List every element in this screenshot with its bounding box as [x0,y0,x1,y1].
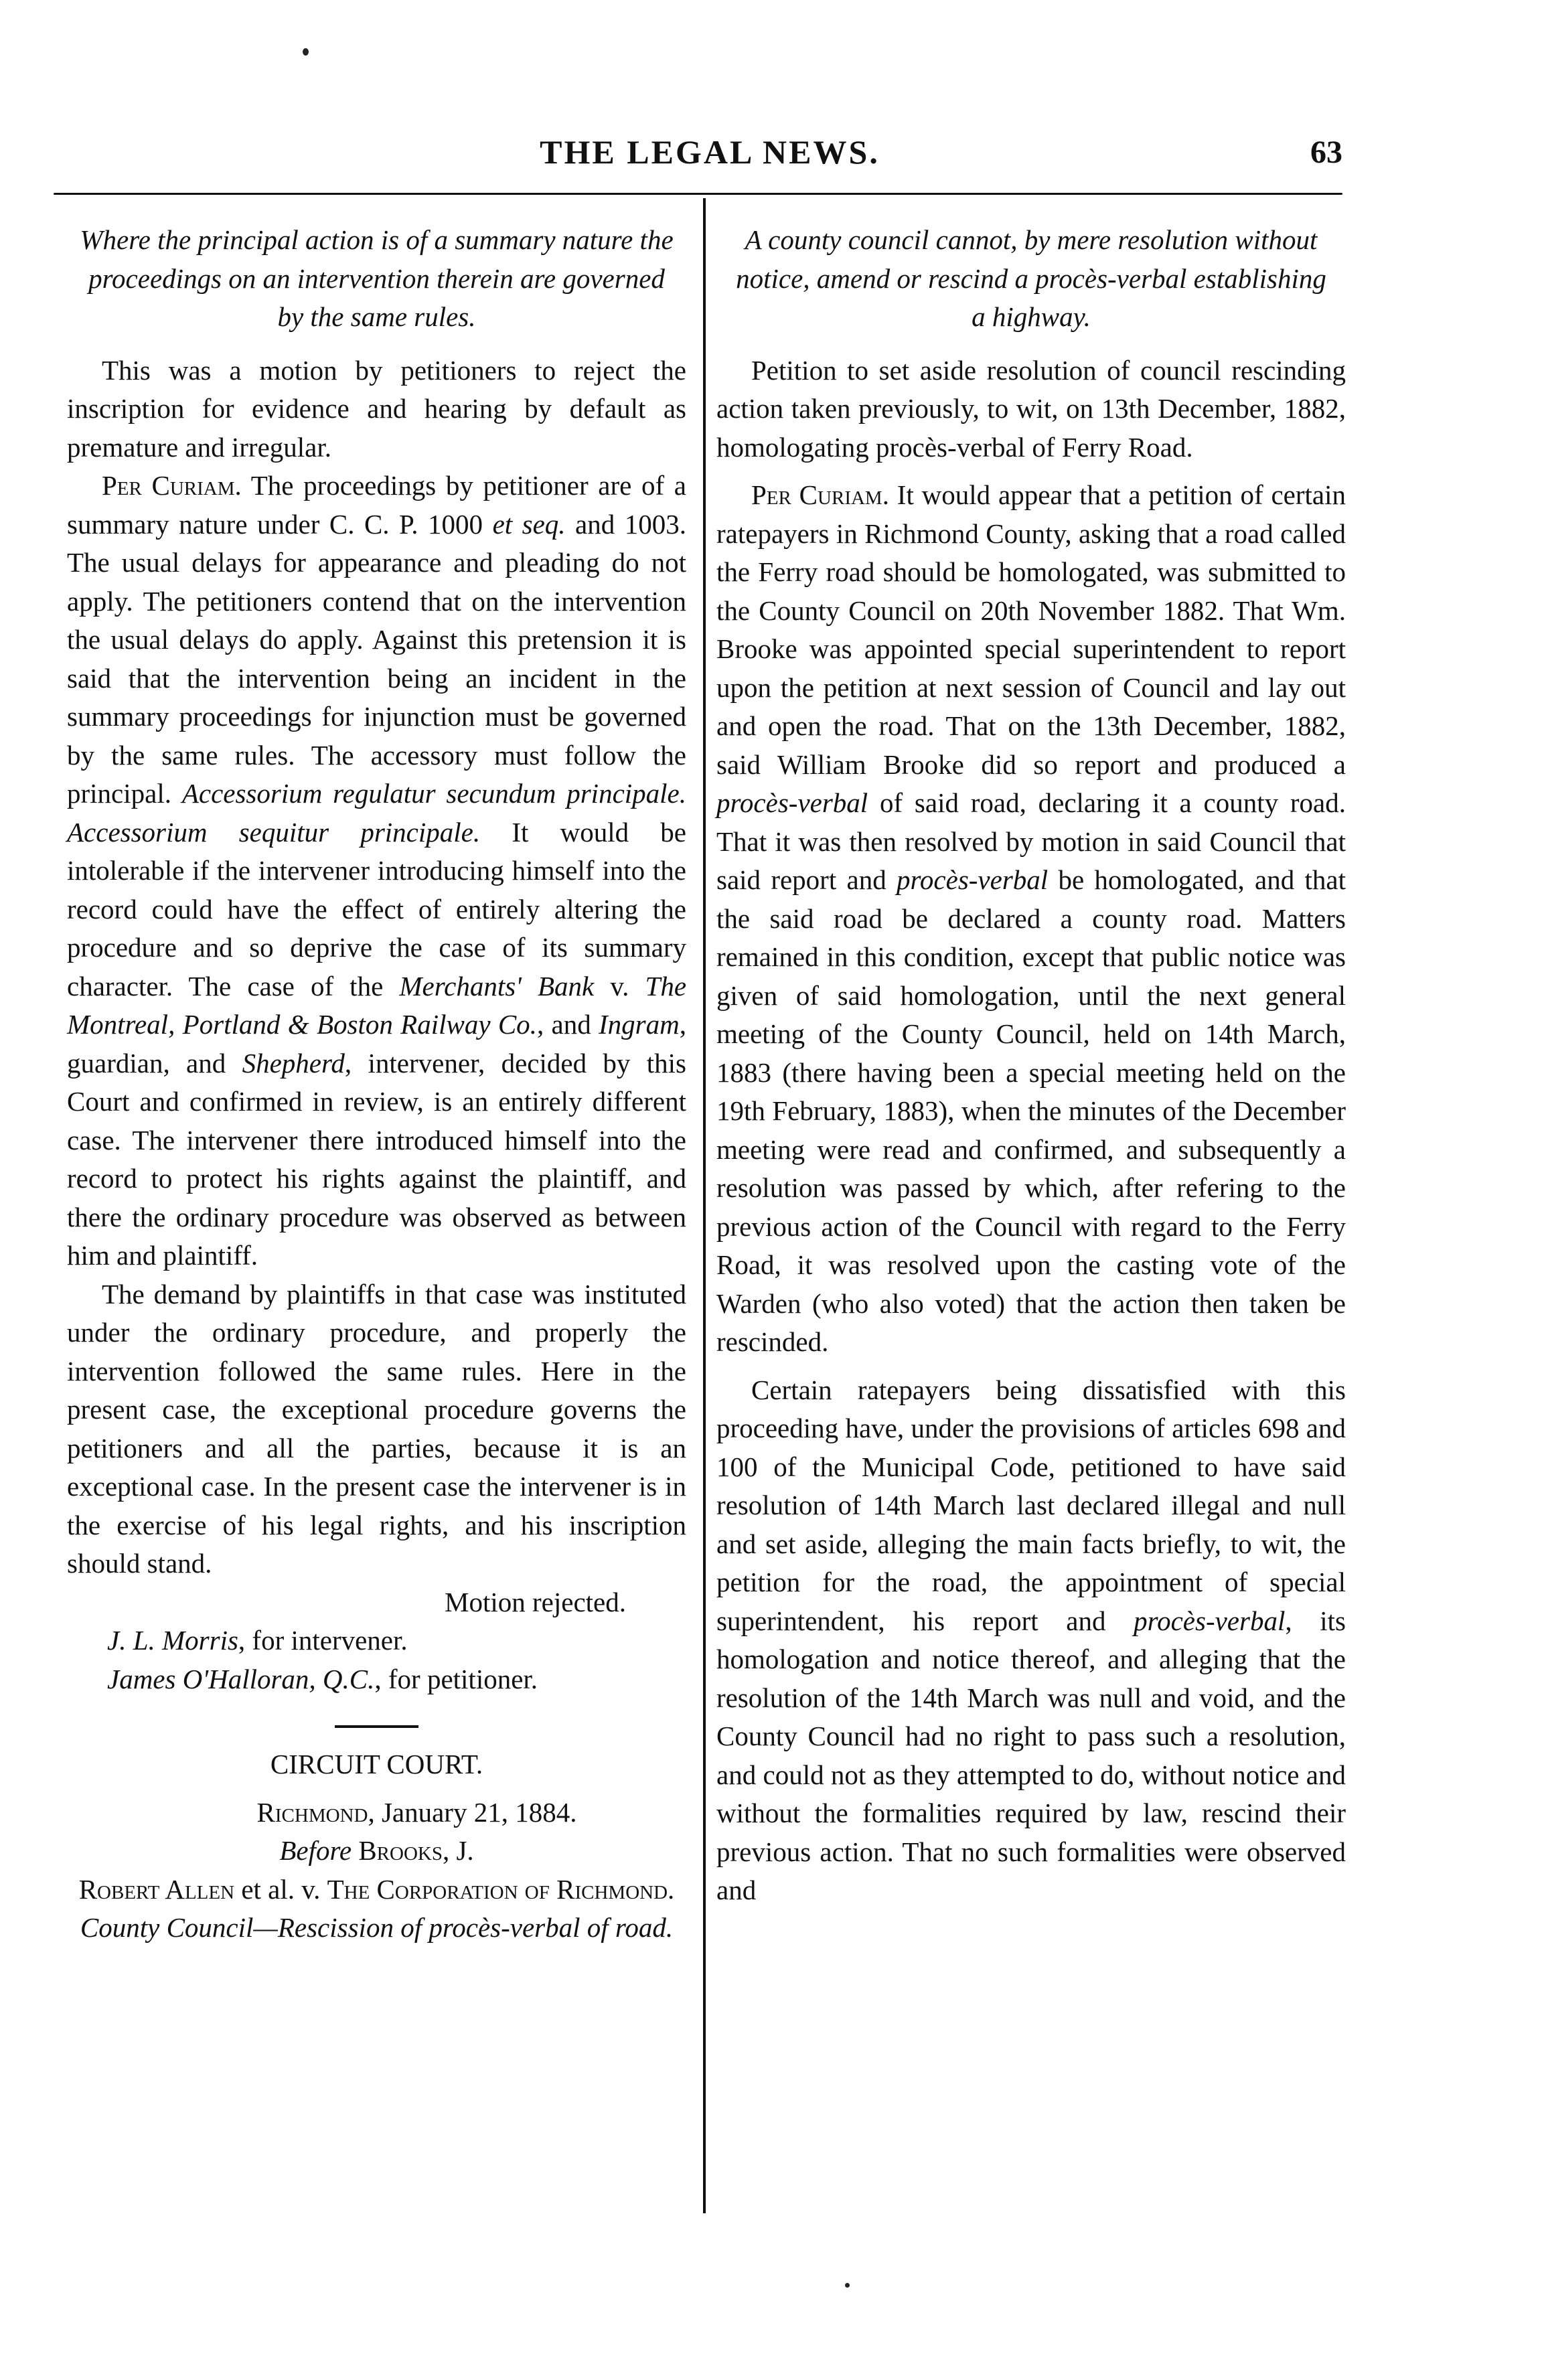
italic-run: procès-verbal [716,787,868,818]
headnote-intervention: Where the principal action is of a summary nature the proceedings on an intervention therein are governed by the same rules. [80,224,674,332]
section-rule [335,1725,418,1728]
headnote-county-council-resolution: A county council cannot, by mere resolution without notice, amend or rescind a procès-verbal establishing a highway. [736,224,1326,332]
court-place: Richmond [256,1796,368,1828]
ruling: Motion rejected. [445,1586,626,1617]
italic-run: et seq. [492,508,566,540]
court-judge [67,1832,686,1871]
court-title: CIRCUIT COURT. [270,1749,483,1779]
text-run: , its homologation and notice thereof, and alleging that the resolution of the 14th March was null and void, and the County Council had no right to pass such a resolution, and could not as they attempted to do, without notice and without the formalities required by law, rescind their previous action. That no such formalities were observed and [716,1605,1346,1905]
text-run: The proceedings by petitioner are of a summary nature under C. C. P. 1000 [67,470,686,540]
paragraph-ratepayers [716,1371,1346,1910]
text-run: , intervener, decided by this Court and confirmed in review, is an entirely different case. The intervener there introduced himself into the record to protect his rights against the plaintiff, and there the ordinary procedure was observed as between him and plaintiff. [67,1047,687,1271]
paragraph-per-curiam-right [716,476,1346,1362]
text-run: v. [594,970,645,1002]
paragraph-per-curiam-left [67,467,686,1275]
latin-maxim: Accessorium regulatur secundum principale. Accessorium sequitur principale. [67,778,686,848]
judge-name: Brooks, J. [352,1835,474,1866]
paragraph-petition: Petition to set aside resolution of council rescinding action taken previously, to wit, on 13th December, 1882, homologating procès-verbal of Ferry Road. [716,354,1346,463]
text-run: It would be intolerable if the intervener introducing himself into the record could have the effect of entirely altering the procedure and so deprive the case of its summary character. The case of the [67,816,686,1002]
case-party: Ingram [599,1009,680,1040]
case-party: Merchants' Bank [399,970,595,1002]
counsel-role: , for intervener. [238,1625,408,1656]
paragraph-demand: The demand by plaintiffs in that case was instituted under the ordinary procedure, and properly the intervention followed the same rules. Here in the present case, the exceptional procedure governs the petitioners and all the parties, because it is an exceptional case. In the present case the intervener is in the exercise of his legal rights, and his inscription should stand. [67,1278,686,1579]
header-rule [54,193,1342,195]
page-header-title: THE LEGAL NEWS. [540,133,880,171]
left-column [67,221,686,1948]
case-plaintiff: Robert Allen [78,1873,235,1905]
case-title [67,1871,686,1909]
counsel-name: James O'Halloran, Q.C. [107,1663,375,1694]
case-defendant: The Corporation of Richmond. [327,1873,675,1905]
paragraph-motion: This was a motion by petitioners to reject the inscription for evidence and hearing by default as premature and irregular. [67,354,686,463]
right-column [716,221,1346,1910]
counsel-name: J. L. Morris [107,1625,238,1656]
text-run: , guardian, and [67,1009,686,1079]
per-curiam-label: Per Curiam. [751,479,889,510]
case-party: The Montreal, Portland & Boston Railway Co. [67,970,687,1040]
counsel-role: , for petitioner. [374,1663,538,1694]
counsel-petitioner [67,1660,686,1699]
italic-run: procès-verbal [1134,1605,1286,1636]
headnote-county-council: County Council—Rescission of procès-verbal of road. [80,1912,674,1943]
text-run: Certain ratepayers being dissatisfied with this proceeding have, under the provisions of articles 698 and 100 of the Municipal Code, petitioned to have said resolution of 14th March last declared illegal and null and set aside, alleging the main facts briefly, to wit, the petition for the road, the appointment of special superintendent, his report and [716,1374,1346,1636]
text-run: of said road, declaring it a county road. That it was then resolved by motion in said Council that said report and [716,787,1346,895]
court-date: , January 21, 1884. [368,1796,577,1828]
text-run: and 1003. The usual delays for appearance and pleading do not apply. The petitioners contend that on the intervention the usual delays do apply. Against this pretension it is said that the intervention being an incident in the summary proceedings for injunction must be governed by the same rules. The accessory must follow the principal. [67,508,687,809]
case-party: Shepherd [242,1047,345,1079]
column-divider [703,198,706,2213]
counsel-intervener [67,1621,686,1660]
text-run: It would appear that a petition of certain ratepayers in Richmond County, asking that a road called the Ferry road should be homologated, was submitted to the County Council on 20th November 1882. That Wm. Brooke was appointed special superintendent to report upon the petition at next session of Council and lay out and open the road. That on the 13th December, 1882, said William Brooke did so report and produced a [716,479,1346,780]
page-number: 63 [1310,135,1342,170]
text-run: be homologated, and that the said road be declared a county road. Matters remained in this condition, except that public notice was given of said homologation, until the next general meeting of the County Council, held on 14th March, 1883 (there having been a special meeting held on the 19th February, 1883), when the minutes of the December meeting were read and confirmed, and subsequently a resolution was passed by which, after refering to the previous action of the Council with regard to the Ferry Road, it was resolved upon the casting vote of the Warden (who also voted) that the action then taken be rescinded. [716,864,1346,1357]
before-label: Before [279,1835,352,1866]
italic-run: procès-verbal [896,864,1049,895]
ink-speck [303,48,309,56]
per-curiam-label: Per Curiam. [102,470,242,501]
court-place-date [67,1794,686,1832]
case-versus: et al. v. [234,1873,327,1905]
ink-speck [845,2283,850,2288]
text-run: , and [536,1009,599,1040]
